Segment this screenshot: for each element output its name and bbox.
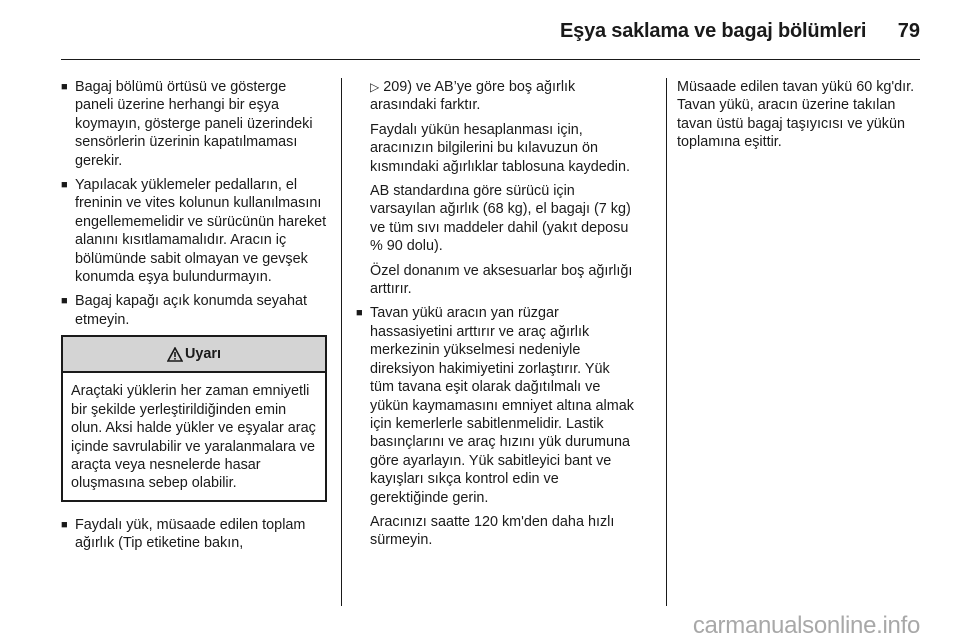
continuation-paragraph <box>356 78 634 115</box>
warning-header <box>63 337 325 373</box>
list-item-text: Tavan yükü aracın yan rüzgar hassasiyetini arttırır ve araç ağırlık merkezinin yükselmesi nedeniyle direksiyon hakimiyetini zorlaştırır. Yük tüm tavana eşit olarak dağıtılmalı ve yükün kaymamasını emniyet altına almak için kemerlerle sabitlenmelidir. Lastik basınçlarını ve araç hızını yük durumuna göre ayarlayın. Yük sabitleyici bant ve kayışları sıkça kontrol edin ve gerektiğinde gerin. <box>370 305 634 506</box>
column-2 <box>356 78 634 556</box>
watermark: carmanualsonline.info <box>692 612 920 639</box>
page-reference-arrow-icon: ▷ <box>370 80 380 94</box>
paragraph: Aracınızı saatte 120 km'den daha hızlı sürmeyin. <box>370 513 615 549</box>
column-3 <box>677 78 921 158</box>
bullet-square-icon: ■ <box>61 179 68 192</box>
page-number: 79 <box>897 20 920 42</box>
warning-triangle-icon <box>167 347 183 362</box>
warning-text: Araçtaki yüklerin her zaman emniyetli bir şekilde yerleştirildiğinden emin olun. Aksi halde yükler ve eşyalar araç içinde savrulabilir ve yaralanmalara ve araçta veya nesnelerde hasar oluşmasına sebep olabilir. <box>71 383 316 492</box>
column-1 <box>61 78 327 559</box>
warning-title: Uyarı <box>185 346 221 363</box>
paragraph: Müsaade edilen tavan yükü 60 kg'dır. Tavan yükü, aracın üzerine takılan tavan üstü bagaj taşıyıcısı ve yükün toplamına eşittir. <box>677 79 915 151</box>
bullet-square-icon: ■ <box>61 518 68 531</box>
list-item-text: Bagaj bölümü örtüsü ve gösterge paneli üzerine herhangi bir eşya koymayın, gösterge paneli üzerindeki sensörlerin üzerinin kapatılmaması gerekir. <box>75 79 313 169</box>
column-divider-2 <box>666 78 667 606</box>
bullet-square-icon: ■ <box>356 307 363 320</box>
header-rule <box>61 59 920 60</box>
continuation-text: 209) ve AB’ye göre boş ağırlık arasındaki farktır. <box>370 79 576 114</box>
paragraph: Özel donanım ve aksesuarlar boş ağırlığı arttırır. <box>370 262 633 298</box>
list-item-text: Yapılacak yüklemeler pedalların, el freninin ve vites kolunun kullanılmasını engellememelidir ve sürücünün hareket alanını kısıtlamamalıdır. Aracın iç bölümünde sabit olmayan ve gevşek konumda eşya bulundurmayın. <box>75 177 327 286</box>
list-item <box>61 176 327 286</box>
list-item <box>61 516 327 553</box>
paragraph: AB standardına göre sürücü için varsayılan ağırlık (68 kg), el bagajı (7 kg) ve tüm sıvı maddeler dahil (yakıt deposu % 90 dolu). <box>370 183 631 255</box>
bullet-square-icon: ■ <box>61 295 68 308</box>
column-divider-1 <box>341 78 342 606</box>
list-item-text: Bagaj kapağı açık konumda seyahat etmeyin. <box>75 293 307 328</box>
list-item <box>356 304 634 506</box>
warning-box <box>61 335 327 501</box>
list-item <box>61 78 327 170</box>
bullet-square-icon: ■ <box>61 81 68 93</box>
list-item-text: Faydalı yük, müsaade edilen toplam ağırlık (Tip etiketine bakın, <box>75 516 306 552</box>
paragraph: Faydalı yükün hesaplanması için, aracınızın bilgilerini bu kılavuzun ön kısmındaki ağırlıklar tablosuna kaydedin. <box>370 121 630 175</box>
section-title: Eşya saklama ve bagaj bölümleri <box>560 20 867 42</box>
list-item <box>61 292 327 329</box>
